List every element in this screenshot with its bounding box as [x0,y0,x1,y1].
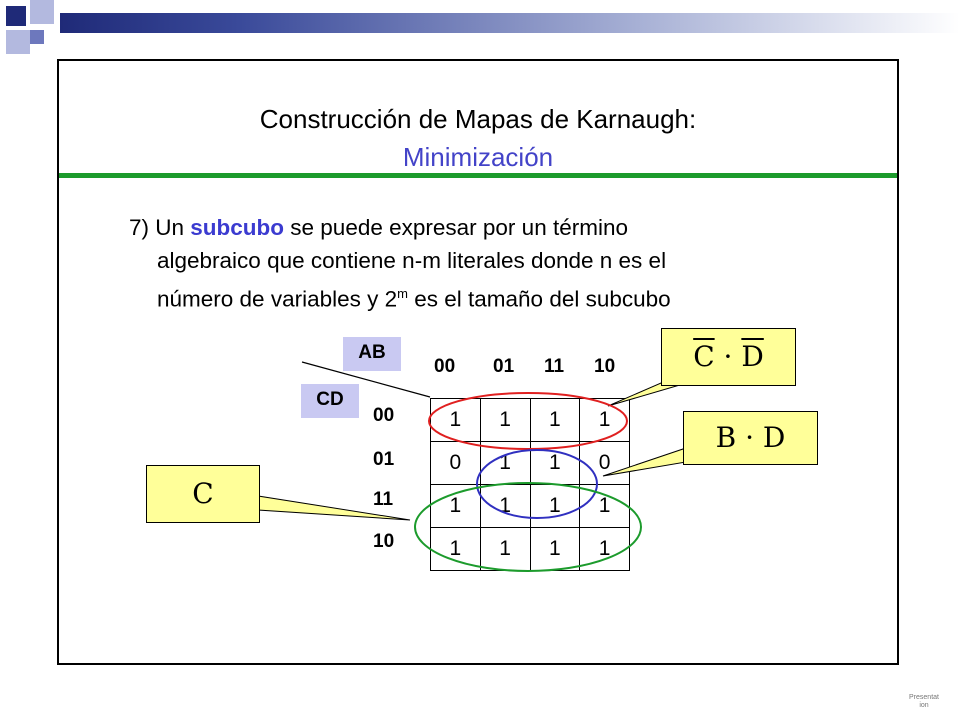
slide-title: Construcción de Mapas de Karnaugh: [259,104,697,134]
footer-presentation-label [904,694,944,710]
keyword-subcubo: subcubo [190,215,285,240]
term-d-bar: $\overline{D}$ [741,340,764,373]
kmap-cell: 1 [580,485,630,528]
kmap-cell: 1 [530,485,580,528]
col-header: 00 [434,356,456,377]
body-text-segment: se puede expresar por un término [284,215,628,240]
callout-b-d [683,411,818,465]
row-header: 11 [373,489,394,510]
kmap-cell: 0 [580,442,630,485]
body-text-segment: Un [149,215,191,240]
footer-line: ion [919,702,929,709]
body-text-segment: número de variables y 2 [157,286,398,312]
item-number: 7) [129,215,150,240]
term-b-d: B · D [715,421,786,454]
kmap-cell: 1 [480,485,530,528]
callout-c [146,465,260,523]
kmap-diagonal-line [302,362,430,397]
kmap-cell: 1 [580,399,630,442]
kmap-cell: 1 [530,442,580,485]
callout-pointer-c [258,496,410,520]
row-header: 00 [373,405,395,426]
kmap-cell: 1 [580,528,630,571]
col-header: 11 [544,356,565,377]
body-text-segment: es el tamaño del subcubo [407,286,671,312]
kmap-cell: 1 [431,399,481,442]
body-line-2: algebraico que contiene n-m literales donde n es el [157,248,667,273]
kmap-cell: 1 [480,442,530,485]
green-group-ellipse [415,483,641,571]
term-c: C [192,477,214,510]
ab-label: AB [343,337,401,371]
kmap-cell: 1 [530,399,580,442]
kmap-cell: 0 [431,442,481,485]
col-header: 01 [493,356,515,377]
slide-subtitle: Minimización [402,142,554,172]
kmap-cell: 1 [480,399,530,442]
red-group-ellipse [429,393,627,449]
footer-line: Presentat [909,694,939,701]
kmap-cell: 1 [431,528,481,571]
kmap-cell: 1 [530,528,580,571]
kmap-cell: 1 [480,528,530,571]
superscript-m: m [397,286,408,301]
kmap-cell: 1 [431,485,481,528]
cd-label: CD [301,384,359,418]
row-header: 10 [373,531,395,552]
callout-c-bar-d-bar [661,328,796,386]
term-dot: · [723,340,733,373]
term-c-bar: $\overline{C}$ [693,340,715,373]
callout-pointer-bd [603,448,686,476]
row-header: 01 [373,449,395,470]
col-header: 10 [594,356,616,377]
